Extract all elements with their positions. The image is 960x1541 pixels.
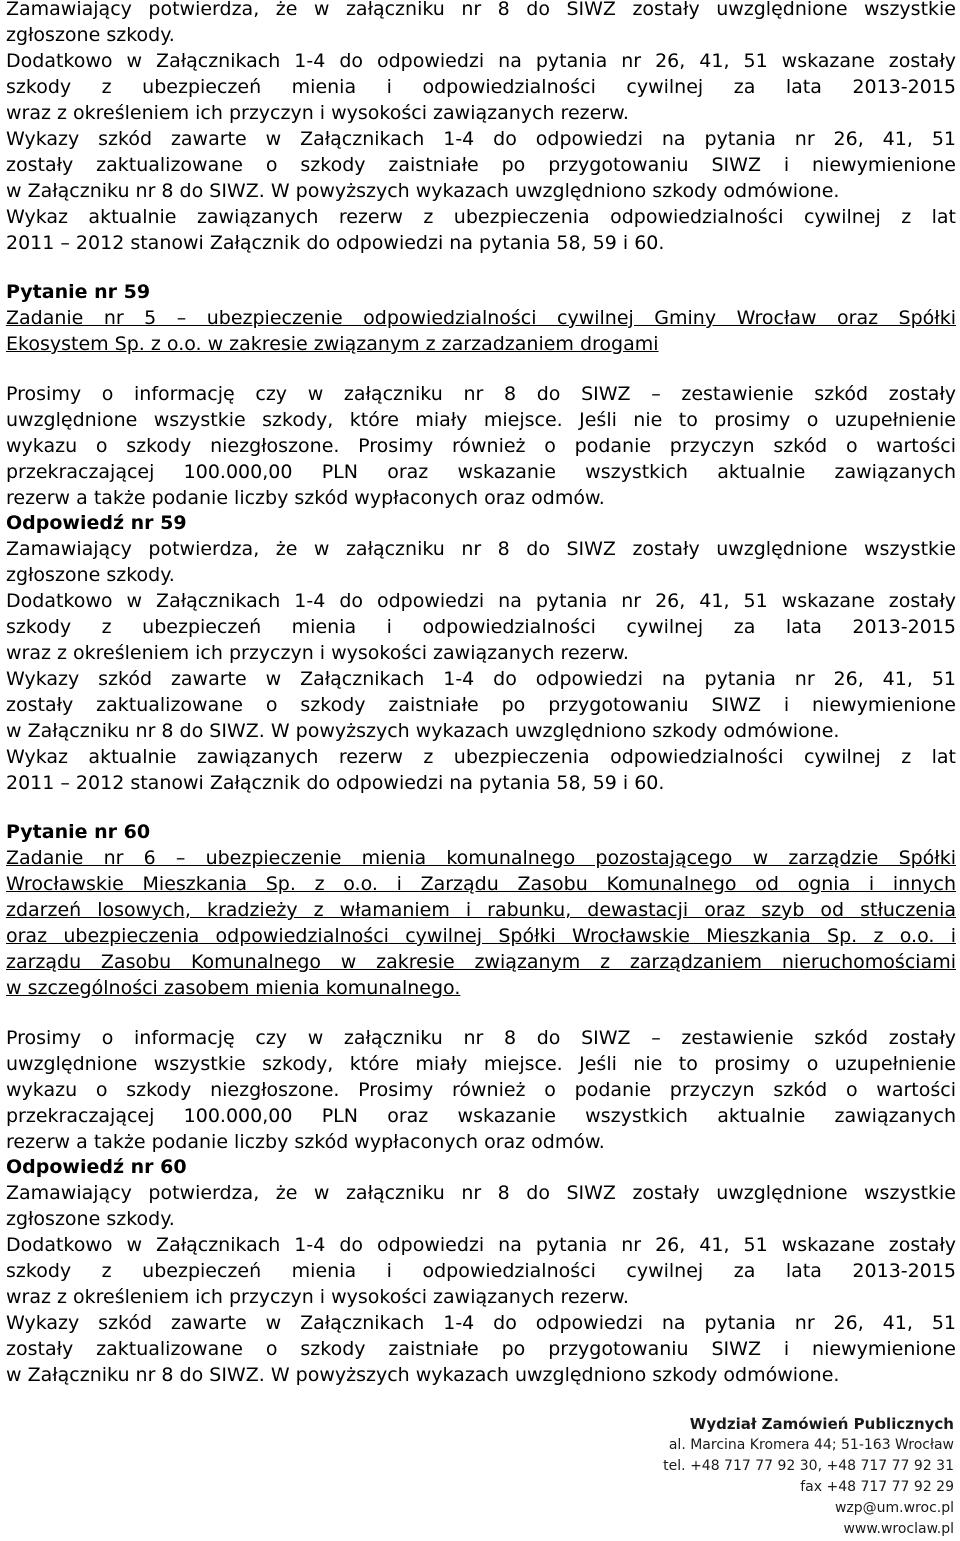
answer-59-text-line: Zamawiający potwierdza, że w załączniku nr 8 do SIWZ zostały uwzględnione wszystkie [6, 538, 956, 560]
question-60-task-line: zarządu Zasobu Komunalnego w zakresie związanym z zarządzaniem nieruchomościami [6, 951, 956, 973]
question-60-text-line: Prosimy o informację czy w załączniku nr 8 do SIWZ – zestawienie szkód zostały [6, 1027, 956, 1049]
answer-60-text-line: wraz z określeniem ich przyczyn i wysokości zawiązanych rezerw. [6, 1286, 629, 1308]
answer-60-text-line: Dodatkowo w Załącznikach 1-4 do odpowiedzi na pytania nr 26, 41, 51 wskazane zostały [6, 1234, 956, 1256]
answer-58-text-line: Dodatkowo w Załącznikach 1-4 do odpowiedzi na pytania nr 26, 41, 51 wskazane zostały [6, 50, 956, 72]
question-60-heading: Pytanie nr 60 [6, 821, 151, 843]
answer-59-text-line: 2011 – 2012 stanowi Załącznik do odpowiedzi na pytania 58, 59 i 60. [6, 772, 665, 794]
question-59-task-line: Zadanie nr 5 – ubezpieczenie odpowiedzialności cywilnej Gminy Wrocław oraz Spółki [6, 307, 956, 329]
question-59-text-line: Prosimy o informację czy w załączniku nr 8 do SIWZ – zestawienie szkód zostały [6, 383, 956, 405]
question-60-text-line: rezerw a także podanie liczby szkód wypłaconych oraz odmów. [6, 1131, 605, 1153]
answer-58-text-line: wraz z określeniem ich przyczyn i wysokości zawiązanych rezerw. [6, 102, 629, 124]
answer-60-text-line: zostały zaktualizowane o szkody zaistniałe po przygotowaniu SIWZ i niewymienione [6, 1338, 956, 1360]
answer-59-text-line: szkody z ubezpieczeń mienia i odpowiedzialności cywilnej za lata 2013-2015 [6, 616, 956, 638]
question-59-text-line: wykazu o szkody niezgłoszone. Prosimy również o podanie przyczyn szkód o wartości [6, 435, 956, 457]
answer-60-text-line: w Załączniku nr 8 do SIWZ. W powyższych wykazach uwzględniono szkody odmówione. [6, 1364, 840, 1386]
answer-60-text-line: Wykazy szkód zawarte w Załącznikach 1-4 do odpowiedzi na pytania nr 26, 41, 51 [6, 1312, 956, 1334]
answer-58-text-line: Zamawiający potwierdza, że w załączniku nr 8 do SIWZ zostały uwzględnione wszystkie [6, 0, 956, 20]
answer-60-text-line: szkody z ubezpieczeń mienia i odpowiedzialności cywilnej za lata 2013-2015 [6, 1260, 956, 1282]
answer-60-text-line: Zamawiający potwierdza, że w załączniku nr 8 do SIWZ zostały uwzględnione wszystkie [6, 1182, 956, 1204]
answer-60-heading: Odpowiedź nr 60 [6, 1156, 187, 1178]
footer-phone: tel. +48 717 77 92 30, +48 717 77 92 31 [663, 1458, 954, 1474]
answer-58-text-line: Wykaz aktualnie zawiązanych rezerw z ubezpieczenia odpowiedzialności cywilnej z lat [6, 206, 956, 228]
question-59-text-line: uwzględnione wszystkie szkody, które miały miejsce. Jeśli nie to prosimy o uzupełnienie [6, 409, 956, 431]
footer-department: Wydział Zamówień Publicznych [689, 1415, 954, 1433]
question-60-task-line: Zadanie nr 6 – ubezpieczenie mienia komunalnego pozostającego w zarządzie Spółki [6, 847, 956, 869]
question-60-task-line: Wrocławskie Mieszkania Sp. z o.o. i Zarządu Zasobu Komunalnego od ognia i innych [6, 873, 956, 895]
answer-58-text-line: zostały zaktualizowane o szkody zaistniałe po przygotowaniu SIWZ i niewymienione [6, 154, 956, 176]
question-60-text-line: wykazu o szkody niezgłoszone. Prosimy również o podanie przyczyn szkód o wartości [6, 1079, 956, 1101]
question-60-task-line: oraz ubezpieczenia odpowiedzialności cywilnej Spółki Wrocławskie Mieszkania Sp. z o.o. i [6, 925, 956, 947]
footer-address: al. Marcina Kromera 44; 51-163 Wrocław [668, 1437, 954, 1453]
question-59-task-line: Ekosystem Sp. z o.o. w zakresie związanym z zarzadzaniem drogami [6, 333, 659, 355]
answer-59-text-line: zgłoszone szkody. [6, 564, 175, 586]
answer-59-heading: Odpowiedź nr 59 [6, 512, 187, 534]
answer-59-text-line: wraz z określeniem ich przyczyn i wysokości zawiązanych rezerw. [6, 642, 629, 664]
answer-60-text-line: zgłoszone szkody. [6, 1208, 175, 1230]
question-60-task-line: w szczególności zasobem mienia komunalnego. [6, 977, 461, 999]
footer-fax: fax +48 717 77 92 29 [800, 1479, 954, 1495]
answer-59-text-line: w Załączniku nr 8 do SIWZ. W powyższych wykazach uwzględniono szkody odmówione. [6, 720, 840, 742]
answer-59-text-line: zostały zaktualizowane o szkody zaistniałe po przygotowaniu SIWZ i niewymienione [6, 694, 956, 716]
footer-website-link[interactable]: www.wroclaw.pl [843, 1521, 954, 1537]
answer-59-text-line: Wykaz aktualnie zawiązanych rezerw z ubezpieczenia odpowiedzialności cywilnej z lat [6, 746, 956, 768]
answer-58-text-line: Wykazy szkód zawarte w Załącznikach 1-4 do odpowiedzi na pytania nr 26, 41, 51 [6, 128, 956, 150]
footer-email-link[interactable]: wzp@um.wroc.pl [834, 1500, 954, 1516]
question-59-heading: Pytanie nr 59 [6, 281, 151, 303]
answer-59-text-line: Dodatkowo w Załącznikach 1-4 do odpowiedzi na pytania nr 26, 41, 51 wskazane zostały [6, 590, 956, 612]
question-59-text-line: rezerw a także podanie liczby szkód wypłaconych oraz odmów. [6, 487, 605, 509]
answer-58-text-line: szkody z ubezpieczeń mienia i odpowiedzialności cywilnej za lata 2013-2015 [6, 76, 956, 98]
question-60-task-line: zdarzeń losowych, kradzieży z włamaniem i rabunku, dewastacji oraz szyb od stłuczenia [6, 899, 956, 921]
answer-59-text-line: Wykazy szkód zawarte w Załącznikach 1-4 do odpowiedzi na pytania nr 26, 41, 51 [6, 668, 956, 690]
answer-58-text-line: 2011 – 2012 stanowi Załącznik do odpowiedzi na pytania 58, 59 i 60. [6, 232, 665, 254]
question-60-text-line: uwzględnione wszystkie szkody, które miały miejsce. Jeśli nie to prosimy o uzupełnienie [6, 1053, 956, 1075]
question-59-text-line: przekraczającej 100.000,00 PLN oraz wskazanie wszystkich aktualnie zawiązanych [6, 461, 956, 483]
answer-58-text-line: zgłoszone szkody. [6, 24, 175, 46]
contact-footer [663, 1414, 954, 1540]
question-60-text-line: przekraczającej 100.000,00 PLN oraz wskazanie wszystkich aktualnie zawiązanych [6, 1105, 956, 1127]
answer-58-text-line: w Załączniku nr 8 do SIWZ. W powyższych wykazach uwzględniono szkody odmówione. [6, 180, 840, 202]
